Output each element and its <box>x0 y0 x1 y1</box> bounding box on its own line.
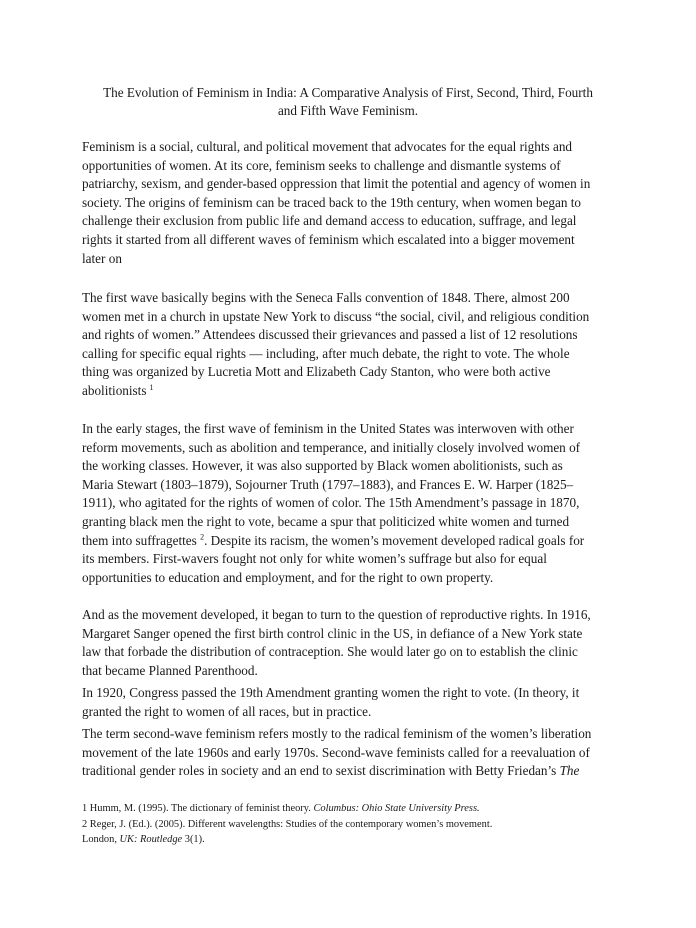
text-line: later on <box>82 250 122 266</box>
text-line: challenge their exclusion from public life and demand access to education, suffrage, and legal <box>82 213 577 229</box>
text-line: movement of the late 1960s and early 1970s. Second-wave feminists called for a reevaluation of <box>82 744 590 760</box>
text-line: law that forbade the distribution of contraception. She would later go on to establish the clinic <box>82 644 578 660</box>
footnote-text: London, <box>82 834 120 845</box>
text-line: granting black men the right to vote, became a spur that politicized white women and turned <box>82 513 570 529</box>
footnote-text: 1 Humm, M. (1995). The dictionary of feminist theory. <box>82 803 314 814</box>
text-line: And as the movement developed, it began to turn to the question of reproductive rights. In 1916, <box>82 607 591 622</box>
footnote-italic: Columbus: Ohio State University Press. <box>313 803 480 814</box>
text-line: Feminism is a social, cultural, and political movement that advocates for the equal rights and <box>82 139 573 154</box>
text-line-with-footnote <box>82 382 589 401</box>
footnote-italic: UK: Routledge <box>119 834 183 845</box>
footnote-text: 2 Reger, J. (Ed.). (2005). Different wavelengths: Studies of the contemporary women’s movement. <box>82 818 493 830</box>
paragraph-intro <box>82 138 590 268</box>
text-line-part: traditional gender roles in society and an end to sexist discrimination with Betty Friedan’s <box>82 763 560 779</box>
text-line: that became Planned Parenthood. <box>82 662 258 678</box>
text-line: granted the right to women of all races, but in practice. <box>82 703 372 719</box>
paragraph-first-wave <box>82 289 589 401</box>
footnote-1 <box>82 801 492 817</box>
text-line <box>82 762 591 781</box>
footnote-text: 3(1). <box>182 834 205 845</box>
text-line: opportunities of women. At its core, feminism seeks to challenge and dismantle systems of <box>82 157 561 173</box>
footnote-2-continued <box>82 832 492 848</box>
text-line-part: them into suffragettes <box>82 532 201 548</box>
paragraph-early-stages <box>82 420 584 587</box>
paragraph-second-wave <box>82 725 591 781</box>
document-title <box>60 84 636 120</box>
text-line: society. The origins of feminism can be traced back to the 19th century, when women began to <box>82 194 582 210</box>
text-line-with-footnote <box>82 532 584 551</box>
text-line-part: . Despite its racism, the women’s movement developed radical goals for <box>204 532 585 548</box>
text-line: opportunities to education and employment, and for the right to own property. <box>82 569 494 585</box>
footnote-reference: 1 <box>149 382 154 392</box>
footnotes <box>82 801 492 848</box>
text-line: The term second-wave feminism refers mostly to the radical feminism of the women’s liberation <box>82 726 592 741</box>
text-line: reform movements, such as abolition and temperance, and initially closely involved women of <box>82 439 581 455</box>
text-line: women met in a church in upstate New York to discuss “the social, civil, and religious condition <box>82 308 590 324</box>
text-line: Maria Stewart (1803–1879), Sojourner Truth (1797–1883), and Frances E. W. Harper (1825– <box>82 476 574 492</box>
title-line: The Evolution of Feminism in India: A Comparative Analysis of First, Second, Third, Fourth <box>103 85 593 100</box>
text-line: abolitionists <box>82 382 147 398</box>
text-line: The first wave basically begins with the Seneca Falls convention of 1848. There, almost 200 <box>82 290 570 305</box>
text-line: Margaret Sanger opened the first birth control clinic in the US, in defiance of a New York state <box>82 625 583 641</box>
footnote-reference: 2 <box>200 532 205 542</box>
text-line: patriarchy, sexism, and gender-based oppression that limit the potential and agency of women in <box>82 176 591 192</box>
text-line: thing was organized by Lucretia Mott and Elizabeth Cady Stanton, who were both active <box>82 364 551 380</box>
text-line: calling for specific equal rights — including, after much debate, the right to vote. The whole <box>82 345 570 361</box>
text-line: and rights of women.” Attendees discussed their grievances and passed a list of 12 resolutions <box>82 327 578 343</box>
text-line: In the early stages, the first wave of feminism in the United States was interwoven with other <box>82 421 574 436</box>
paragraph-reproductive-rights <box>82 606 591 680</box>
text-line: its members. First-wavers fought not only for white women’s suffrage but also for equal <box>82 551 547 567</box>
text-line: In 1920, Congress passed the 19th Amendment granting women the right to vote. (In theory, it <box>82 685 580 700</box>
text-line: the working classes. However, it was also supported by Black women abolitionists, such as <box>82 458 563 474</box>
text-line: 1911), who agitated for the rights of women of color. The 15th Amendment’s passage in 1870, <box>82 495 580 511</box>
text-line-italic-part: The <box>559 763 580 779</box>
paragraph-19th-amendment <box>82 684 579 721</box>
title-line: and Fifth Wave Feminism. <box>277 103 419 118</box>
text-line: rights it started from all different waves of feminism which escalated into a bigger movement <box>82 231 575 247</box>
footnote-2 <box>82 817 492 833</box>
